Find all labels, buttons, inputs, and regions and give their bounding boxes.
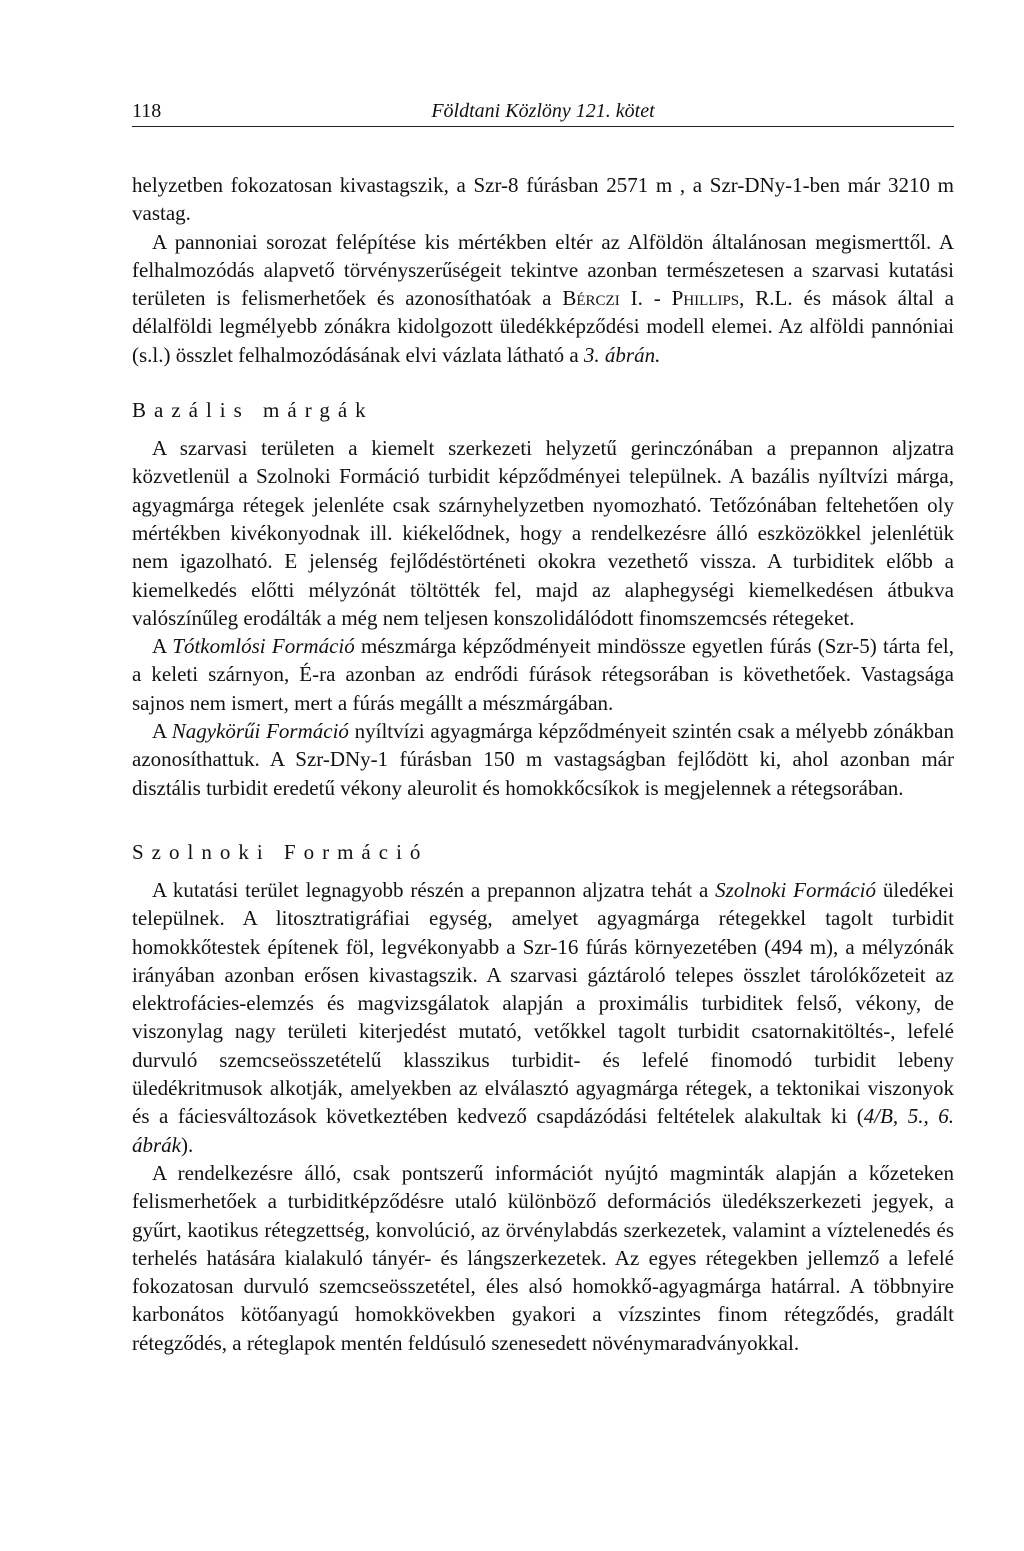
formation-name-nagykorui: Nagykörűi Formáció: [171, 719, 349, 744]
bazalis-paragraph-2-text-b: mészmárga képződményeit mindössze egyetlen fúrás (Szr-5) tárta fel, a keleti szárnyon, É-ra azonban az endrődi fúrások rétegsorában is követhetőek. Vastagsága sajnos nem ismert, mert a fúrás megállt a mészmárgában.: [132, 634, 955, 715]
section-spacer: [132, 369, 954, 396]
author-name-berczi: Bérczi: [562, 286, 620, 311]
page-header: [132, 96, 954, 127]
intro-paragraph-2: [132, 228, 954, 369]
intro-paragraph-2-text-b: I. -: [619, 286, 672, 311]
journal-title: Földtani Közlöny 121. kötet: [431, 100, 655, 122]
section-heading-szolnoki: Szolnoki Formáció: [132, 839, 429, 864]
document-page: [132, 96, 954, 1357]
author-name-phillips: Phillips: [671, 286, 740, 311]
bazalis-paragraph-3-text-b: nyíltvízi agyagmárga képződményeit szintén csak a mélyebb zónákban azonosíthattuk. A Szr-DNy-1 fúrásban 150 m vastagságban fejlődött ki, ahol azonban már disztális turbidit eredetű vékony aleurolit és homokkőcsíkok is megjelennek a rétegsorában.: [132, 719, 954, 800]
szolnoki-paragraph-1-text-a: A kutatási terület legnagyobb részén a prepannon aljzatra tehát a: [152, 877, 716, 902]
section-heading-bazalis: Bazális márgák: [132, 398, 374, 423]
formation-name-szolnoki: Szolnoki Formáció: [715, 877, 876, 902]
intro-paragraph-2-text-a: A pannoniai sorozat felépítése kis mértékben eltér az Alföldön általánosan megismerttől. A felhalmozódás alapvető törvényszerűségeit tekintve azonban természetesen a szarvasi kutatási területen is felismerhetőek és azonosíthatóak a: [132, 229, 954, 311]
figure-reference: 3. ábrán.: [583, 342, 661, 367]
formation-name-totkomlosi: Tótkomlósi Formáció: [172, 634, 355, 659]
intro-paragraph-2-text-c: , R.L. és mások által a délalföldi legmélyebb zónákra kidolgozott üledékképződési modell elemei. Az alföldi pannóniai (s.l.) összlet felhalmozódásának elvi vázlata látható a: [132, 286, 954, 367]
szolnoki-paragraph-1-text-c: ).: [181, 1132, 194, 1157]
szolnoki-paragraph-1: [132, 876, 954, 1159]
szolnoki-paragraph-2: A rendelkezésre álló, csak pontszerű információt nyújtó magminták alapján a kőzeteken felismerhetőek a turbiditképződésre utaló különböző deformációs üledékszerkezeti jegyek, a gyűrt, kaotikus rétegzettség, konvolúció, az örvénylabdás szerkezetek, valamint a víztelenedés és terhelés hatására kialakuló tányér- és lángszerkezetek. Az egyes rétegekben jellemző a lefelé fokozatosan durvuló szemcseösszetétel, éles alsó homokkő-agyagmárga határral. A többnyire karbonátos kötőanyagú homokkövekben gyakori a vízszintes finom rétegződés, gradált rétegződés, a réteglapok mentén feldúsuló szenesedett növénymaradványokkal.: [132, 1160, 954, 1355]
section-spacer: [132, 802, 954, 838]
intro-paragraph-1: helyzetben fokozatosan kivastagszik, a Szr-8 fúrásban 2571 m , a Szr-DNy-1-ben már 3210 m vastag.: [132, 173, 954, 226]
bazalis-paragraph-1: A szarvasi területen a kiemelt szerkezeti helyzetű gerinczónában a prepannon aljzatra közvetlenül a Szolnoki Formáció turbidit képződményei települnek. A bazális nyíltvízi márga, agyagmárga rétegek jelenléte csak szárnyhelyzetben nyomozható. Tetőzónában feltehetően oly mértékben kivékonyodnak ill. kiékelődnek, hogy a rendelkezésre álló eszközökkel jelenlétük nem igazolható. E jelenség fejlődéstörténeti okokra vezethető vissza. A turbiditek előbb a kiemelkedés előtti mélyzónát töltötték fel, majd az alaphegységi kiemelkedésen átbukva valószínűleg erodálták a még nem teljesen konszolidálódott finomszemcsés rétegeket.: [132, 436, 954, 630]
bazalis-paragraph-2: [132, 632, 954, 717]
szolnoki-paragraph-1-text-b: üledékei települnek. A litosztratigráfiai egység, amelyet agyagmárga rétegekkel tagolt turbidit homokkőtestek építenek föl, legvékonyabb a Szr-16 fúrás környezetében (494 m), a mélyzónák irányában azonban erősen kivastagszik. A szarvasi gáztároló telepes összlet tárolókőzeteit az elektrofácies-elemzés és magvizsgálatok alapján a proximális turbiditek felső, vékony, de viszonylag nagy területi kiterjedést mutató, vetőkkel tagolt turbidit csatornakitöltés-, lefelé durvuló szemcseösszetételű klasszikus turbidit- és lefelé finomodó turbidit lebeny üledékritmusok alkotják, amelyekben az elválasztó agyagmárga rétegek, a tektonikai viszonyok és a fáciesváltozások következtében kedvező csapdázódási feltételek alakultak ki (: [132, 877, 955, 1129]
bazalis-paragraph-2-text-a: A: [152, 634, 173, 659]
bazalis-paragraph-3: [132, 717, 954, 802]
bazalis-paragraph-3-text-a: A: [152, 719, 172, 744]
page-number: 118: [132, 100, 162, 122]
figure-references: 4/B, 5., 6. ábrák: [132, 1104, 954, 1157]
